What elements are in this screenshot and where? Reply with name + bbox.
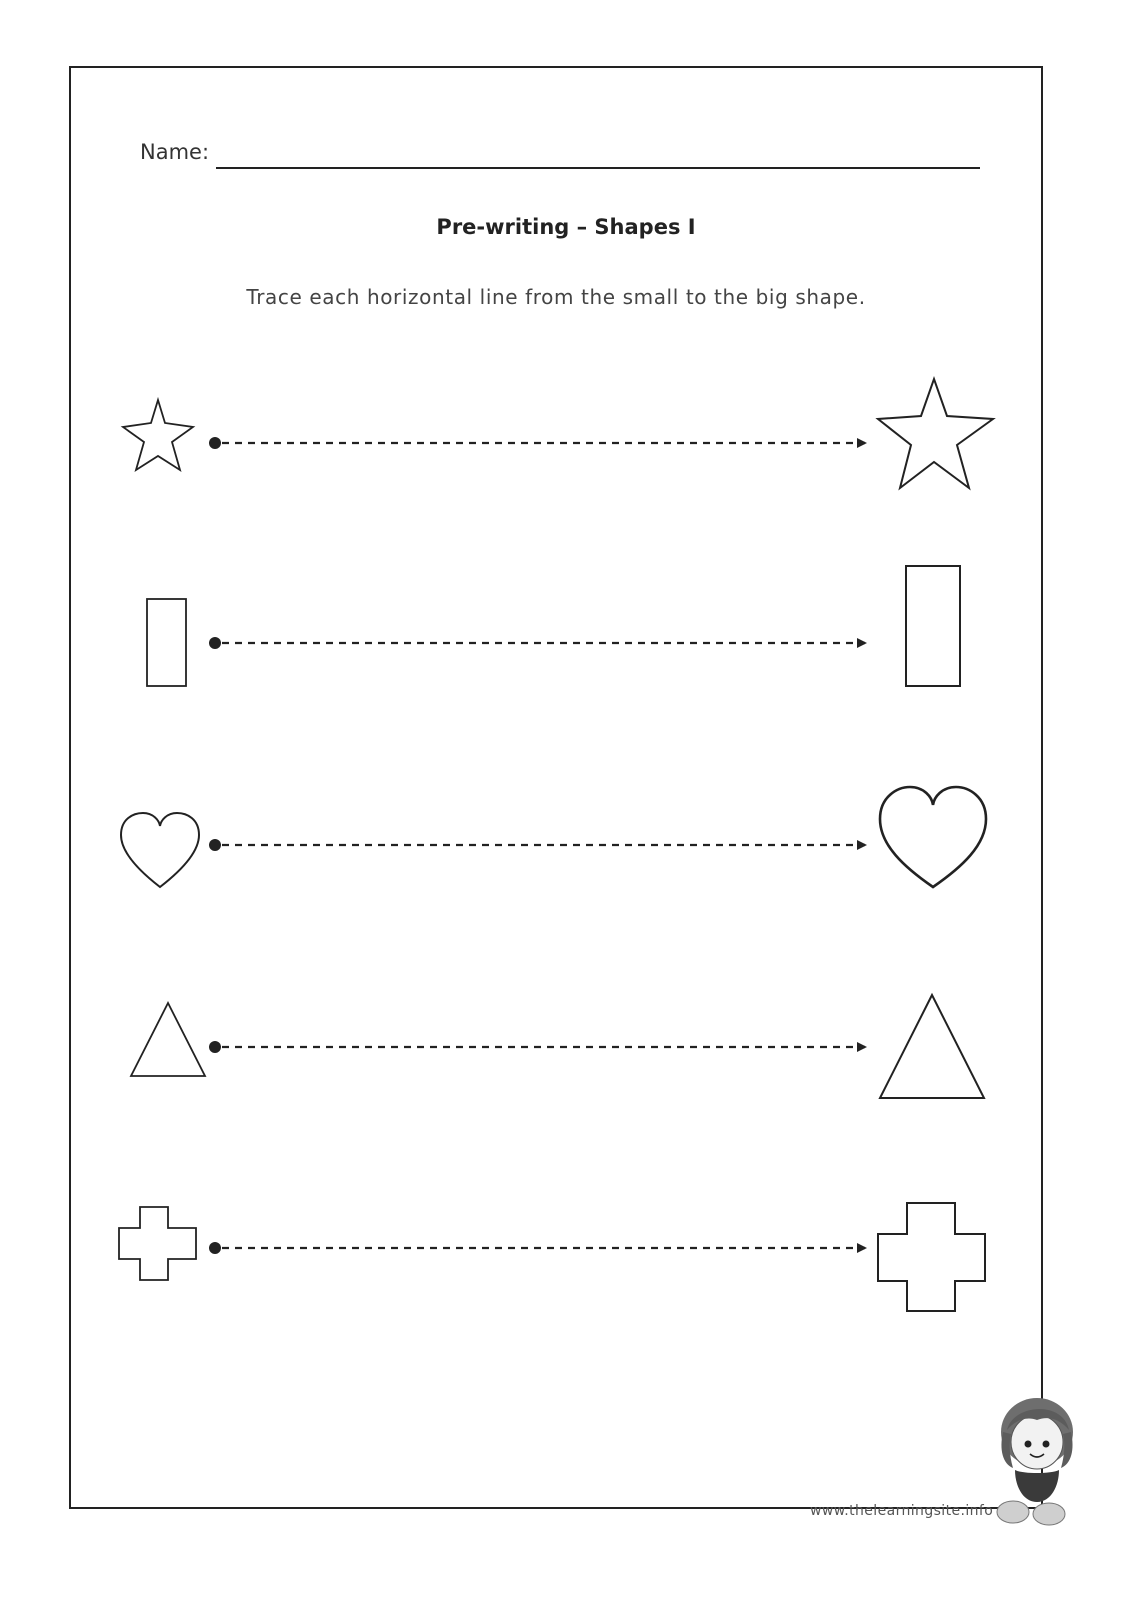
big-triangle-icon (880, 995, 984, 1098)
trace-row-heart (121, 787, 986, 887)
name-label: Name: (140, 140, 210, 164)
small-triangle-icon (131, 1003, 205, 1076)
trace-row-star (123, 379, 993, 488)
small-heart-icon (121, 813, 199, 887)
big-heart-icon (880, 787, 986, 887)
trace-start-dot (209, 437, 221, 449)
small-star-icon (123, 400, 193, 470)
big-star-icon (878, 379, 993, 488)
trace-row-cross (119, 1203, 985, 1311)
worksheet-title: Pre-writing – Shapes I (436, 215, 696, 239)
trace-start-dot (209, 1242, 221, 1254)
trace-start-dot (209, 1041, 221, 1053)
big-rectangle-icon (906, 566, 960, 686)
trace-start-dot (209, 637, 221, 649)
small-rectangle-icon (147, 599, 186, 686)
website-url: www.thelearningsite.info (810, 1503, 994, 1519)
girl-mascot-icon (985, 1390, 1085, 1530)
trace-start-dot (209, 839, 221, 851)
worksheet-instructions: Trace each horizontal line from the small to the big shape. (246, 285, 866, 309)
big-cross-icon (878, 1203, 985, 1311)
trace-row-triangle (131, 995, 984, 1098)
trace-row-rectangle (147, 566, 960, 686)
small-cross-icon (119, 1207, 196, 1280)
